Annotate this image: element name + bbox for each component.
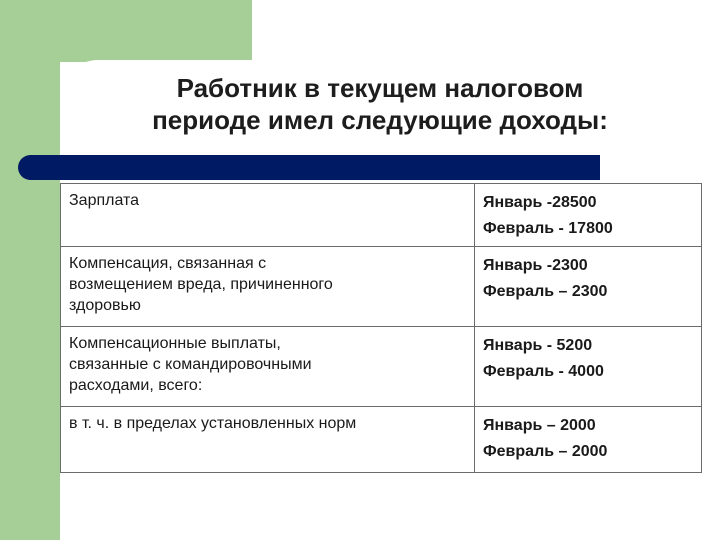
title-line-2: периоде имел следующие доходы: <box>152 105 608 135</box>
table-row <box>61 407 702 473</box>
title-line-1: Работник в текущем налоговом <box>176 73 584 103</box>
label-line: Компенсационные выплаты, <box>69 335 281 352</box>
value-line: Февраль - 4000 <box>483 363 604 380</box>
row-values <box>475 407 702 473</box>
row-label <box>61 184 475 247</box>
label-line: Зарплата <box>69 192 140 209</box>
label-line: здоровью <box>69 297 141 314</box>
label-line: связанные с командировочными <box>69 356 312 373</box>
label-line: Компенсация, связанная с <box>69 255 267 272</box>
value-line: Февраль – 2000 <box>483 443 608 460</box>
value-line: Январь – 2000 <box>483 417 596 434</box>
value-line: Февраль - 17800 <box>483 220 613 237</box>
table-row <box>61 184 702 247</box>
slide-title <box>70 72 690 136</box>
label-line: расходами, всего: <box>69 377 203 394</box>
row-values <box>475 247 702 327</box>
row-values <box>475 327 702 407</box>
table-row <box>61 327 702 407</box>
value-line: Январь - 5200 <box>483 337 593 354</box>
row-label <box>61 247 475 327</box>
value-line: Январь -2300 <box>483 257 588 274</box>
table-row <box>61 247 702 327</box>
row-values <box>475 184 702 247</box>
green-side-band <box>0 0 60 540</box>
green-top-band <box>0 0 252 62</box>
income-table <box>60 183 702 473</box>
title-divider-bar <box>18 155 600 180</box>
value-line: Февраль – 2300 <box>483 283 608 300</box>
row-label <box>61 407 475 473</box>
label-line: возмещением вреда, причиненного <box>69 276 333 293</box>
row-label <box>61 327 475 407</box>
label-line: в т. ч. в пределах установленных норм <box>69 415 357 432</box>
value-line: Январь -28500 <box>483 194 597 211</box>
